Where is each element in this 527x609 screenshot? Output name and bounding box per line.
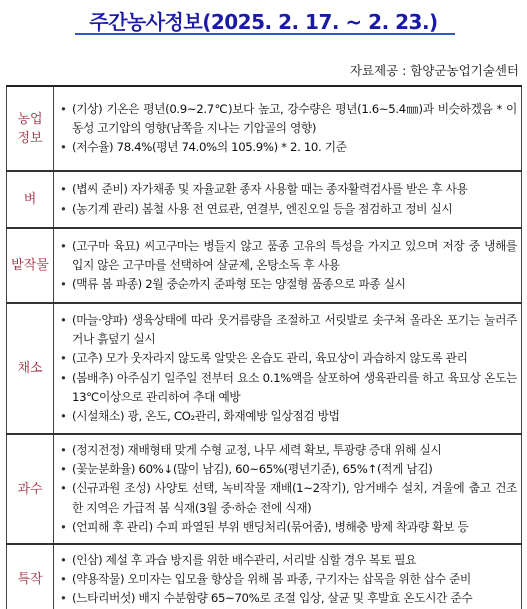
- list-item: • (인삼) 제설 후 과습 방지를 위한 배수관리, 서리발 심할 경우 복토 필요: [58, 551, 517, 570]
- item-list: [58, 100, 517, 158]
- category-content: [54, 434, 522, 544]
- item-list: [58, 441, 517, 537]
- list-item: • (신규과원 조성) 사양토 선택, 녹비작물 재배(1~2작기), 암거배수 설치, 겨울에 춥고 건조한 지역은 가급적 봄 식재(3월 중·하순 전에 식재): [58, 479, 517, 517]
- list-item: • (꽃눈분화율) 60%↓(많이 남김), 60~65%(평년기준), 65%↑(적게 남김): [58, 460, 517, 479]
- category-content: [54, 303, 522, 434]
- category-text: 농업 정보: [17, 111, 43, 146]
- table-row: [7, 171, 522, 228]
- item-list: [58, 237, 517, 295]
- list-item: • (언피해 후 관리) 수피 파열된 부위 밴딩처리(묶어줌), 병해충 방제 착과량 확보 등: [58, 518, 517, 537]
- list-item: • (맥류 봄 파종) 2월 중순까지 준파형 또는 양절형 품종으로 파종 실시: [58, 275, 517, 294]
- category-label: [7, 228, 54, 303]
- list-item: • (약용작물) 오미자는 입모율 향상을 위해 봄 파종, 구기자는 삽목을 위한 삽수 준비: [58, 570, 517, 589]
- table-row: [7, 434, 522, 544]
- category-content: [54, 544, 522, 609]
- page-title: 주간농사정보(2025. 2. 17. ~ 2. 23.): [89, 10, 438, 34]
- list-item: • (볍씨 준비) 자가채종 및 자율교환 종자 사용할 때는 종자활력검사를 받은 후 사용: [58, 180, 517, 199]
- list-item: • (느타리버섯) 배지 수분함량 65~70%로 조절 입상, 살균 및 후발효 온도시간 준수: [58, 589, 517, 608]
- category-text: 특작: [17, 572, 43, 588]
- category-label: [7, 86, 54, 171]
- source-credit: 자료제공 : 함양군농업기술센터: [349, 63, 519, 78]
- list-item: • (농기계 관리) 봄철 사용 전 연료관, 연결부, 엔진오일 등을 점검하고 정비 실시: [58, 200, 517, 219]
- farming-info-table: [6, 85, 522, 609]
- category-text: 과수: [17, 481, 43, 497]
- list-item: • (저수율) 78.4%(평년 74.0%의 105.9%) * 2. 10. 기준: [58, 138, 517, 157]
- list-item: • (정지전정) 재배형태 맞게 수형 교정, 나무 세력 확보, 투광량 증대 위해 실시: [58, 441, 517, 460]
- category-text: 벼: [23, 192, 37, 207]
- item-list: [58, 311, 517, 426]
- list-item: • (봄배추) 아주심기 일주일 전부터 요소 0.1%액을 살포하여 생육관리를 하고 육묘상 온도는 13℃이상으로 관리하여 추대 예방: [58, 369, 517, 407]
- table-row: [7, 303, 522, 434]
- category-label: [7, 171, 54, 228]
- list-item: • (마늘·양파) 생육상태에 따라 웃거름량을 조절하고 서릿발로 솟구쳐 올라온 포기는 눌러주거나 흙덮기 실시: [58, 311, 517, 349]
- category-label: [7, 303, 54, 434]
- table-row: [7, 544, 522, 609]
- list-item: • (시설채소) 광, 온도, CO₂관리, 화재예방 일상점검 방법: [58, 407, 517, 426]
- category-content: [54, 228, 522, 303]
- list-item: • (기상) 기온은 평년(0.9~2.7℃)보다 높고, 강수량은 평년(1.6~5.4㎜)과 비슷하겠음 * 이동성 고기압의 영향(남쪽을 지나는 기압골의 영향): [58, 100, 517, 138]
- item-list: [58, 551, 517, 609]
- category-content: [54, 171, 522, 228]
- category-content: [54, 86, 522, 171]
- category-text: 채소: [17, 361, 43, 376]
- item-list: [58, 180, 517, 218]
- category-label: [7, 434, 54, 544]
- table-row: [7, 86, 522, 171]
- list-item: • (고추) 모가 웃자라지 않도록 알맞은 온습도 관리, 육묘상이 과습하지 않도록 관리: [58, 349, 517, 368]
- category-text: 밭작물: [11, 258, 49, 273]
- category-label: [7, 544, 54, 609]
- table-row: [7, 228, 522, 303]
- list-item: • (고구마 육묘) 씨고구마는 병들지 않고 품종 고유의 특성을 가지고 있으며 저장 중 냉해를 입지 않은 고구마를 선택하여 살균제, 온탕소독 후 사용: [58, 237, 517, 275]
- title-underline: [75, 33, 455, 35]
